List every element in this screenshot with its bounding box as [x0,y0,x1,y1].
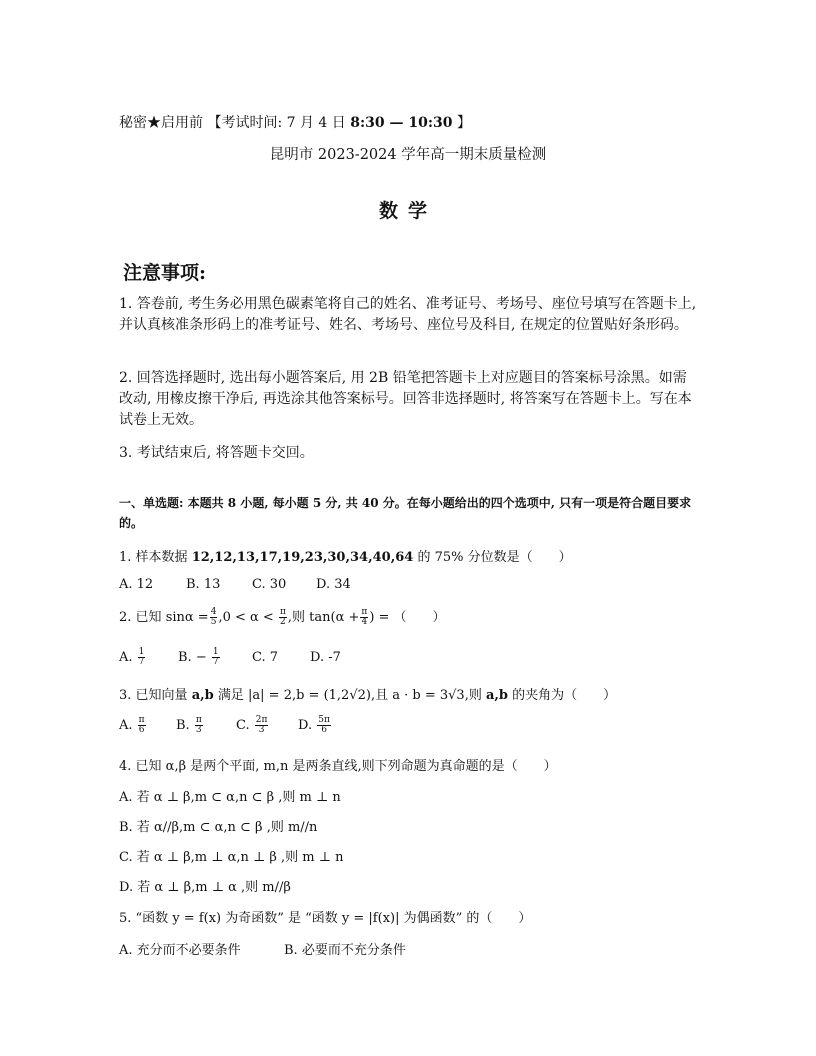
q2-then: ,则 [287,610,306,625]
exam-title: 数学 [378,200,437,222]
q1-option-a: A. 12 [119,577,154,592]
q3-option-d: D. $\frac{5\pi}{6}$ [298,715,330,735]
notice-item-2: 2. 回答选择题时, 选出每小题答案后, 用 2B 铅笔把答题卡上对应题目的答案标号涂黑。如需改动, 用橡皮擦干净后, 再选涂其他答案标号。回答非选择题时, 将答案写在答题卡上。写在本试卷上无效。 [119,370,692,428]
q2-cond: ,0 < α < [218,610,274,625]
q3-ab2: a,b [485,688,509,703]
q1-option-d: D. 34 [316,577,351,592]
notice-item-3: 3. 考试结束后, 将答题卡交回。 [119,445,314,461]
q1-suffix: 的 75% 分位数是（ ） [417,550,572,565]
q2-tan: tan(α + [309,610,360,625]
q3-d: ,则 [464,688,482,703]
q2-frac-pi-2: $\frac{\pi}{2}$ [279,607,286,627]
exam-time-suffix: 】 [456,115,471,131]
q2-option-b: B. − $\frac{1}{7}$ [178,647,219,667]
secret-label: 秘密★启用前 [119,115,203,131]
section-heading-single-choice: 一、单选题: 本题共 8 小题, 每小题 5 分, 共 40 分。在每小题给出的四个选项中, 只有一项是符合题目要求的。 [119,496,692,530]
q4-option-b: B. 若 α//β,m ⊂ α,n ⊂ β ,则 m//n [119,820,318,835]
question-2-stem [119,606,446,627]
q4-option-a: A. 若 α ⊥ β,m ⊂ α,n ⊂ β ,则 m ⊥ n [119,790,341,805]
exam-subtitle: 昆明市 2023-2024 学年高一期末质量检测 [269,147,547,163]
q3-option-a: A. $\frac{\pi}{6}$ [119,715,145,735]
q5-option-a: A. 充分而不必要条件 [119,943,241,958]
q3-dot: a · b = 3√3 [392,688,465,703]
exam-time-prefix: 【考试时间: 7 月 4 日 [207,115,346,131]
q1-data: 12,12,13,17,19,23,30,34,40,64 [191,550,414,565]
q5-option-b: B. 必要而不充分条件 [284,943,406,958]
question-3-stem [119,684,616,703]
q3-prefix: 3. 已知向量 [119,688,188,703]
q3-e: 的夹角为（ ） [512,688,617,703]
q4-option-c: C. 若 α ⊥ β,m ⊥ α,n ⊥ β ,则 m ⊥ n [119,850,344,865]
q1-option-c: C. 30 [252,577,287,592]
q3-cond: |a| = 2,b = (1,2√2) [248,688,371,703]
question-4-stem: 4. 已知 α,β 是两个平面, m,n 是两条直线,则下列命题为真命题的是（ ） [119,759,557,774]
q2-option-c: C. 7 [252,650,279,665]
notice-item-1: 1. 答卷前, 考生务必用黑色碳素笔将自己的姓名、准考证号、考场号、座位号填写在答题卡上, 并认真核准条形码上的准考证号、姓名、考场号、座位号及科目, 在规定的位置贴好条形码。 [119,296,697,333]
q4-option-d: D. 若 α ⊥ β,m ⊥ α ,则 m//β [119,880,291,895]
q3-c: ,且 [370,688,389,703]
q2-option-d: D. -7 [310,650,341,665]
exam-time-range: 8:30 — 10:30 [350,115,453,131]
q3-b: 满足 [217,688,244,703]
q2-sin: sinα = [165,610,209,625]
q2-frac-4-5: $\frac{4}{5}$ [210,607,217,627]
exam-header [119,112,471,132]
q1-prefix: 1. 样本数据 [119,550,188,565]
notice-heading: 注意事项: [123,262,207,284]
question-5-stem: 5. “函数 y = f(x) 为奇函数” 是 “函数 y = |f(x)| 为偶函数” 的（ ） [119,911,532,926]
q2-tail: ) = （ ） [369,610,446,625]
q3-option-c: C. $\frac{2\pi}{3}$ [236,715,268,735]
q2-frac-pi-4: $\frac{\pi}{4}$ [361,607,368,627]
q2-option-a: A. $\frac{1}{7}$ [119,647,145,667]
q1-option-b: B. 13 [186,577,221,592]
q3-ab: a,b [191,688,214,703]
q2-prefix: 2. 已知 [119,610,162,625]
question-1-stem [119,546,572,565]
q3-option-b: B. $\frac{\pi}{3}$ [176,715,202,735]
